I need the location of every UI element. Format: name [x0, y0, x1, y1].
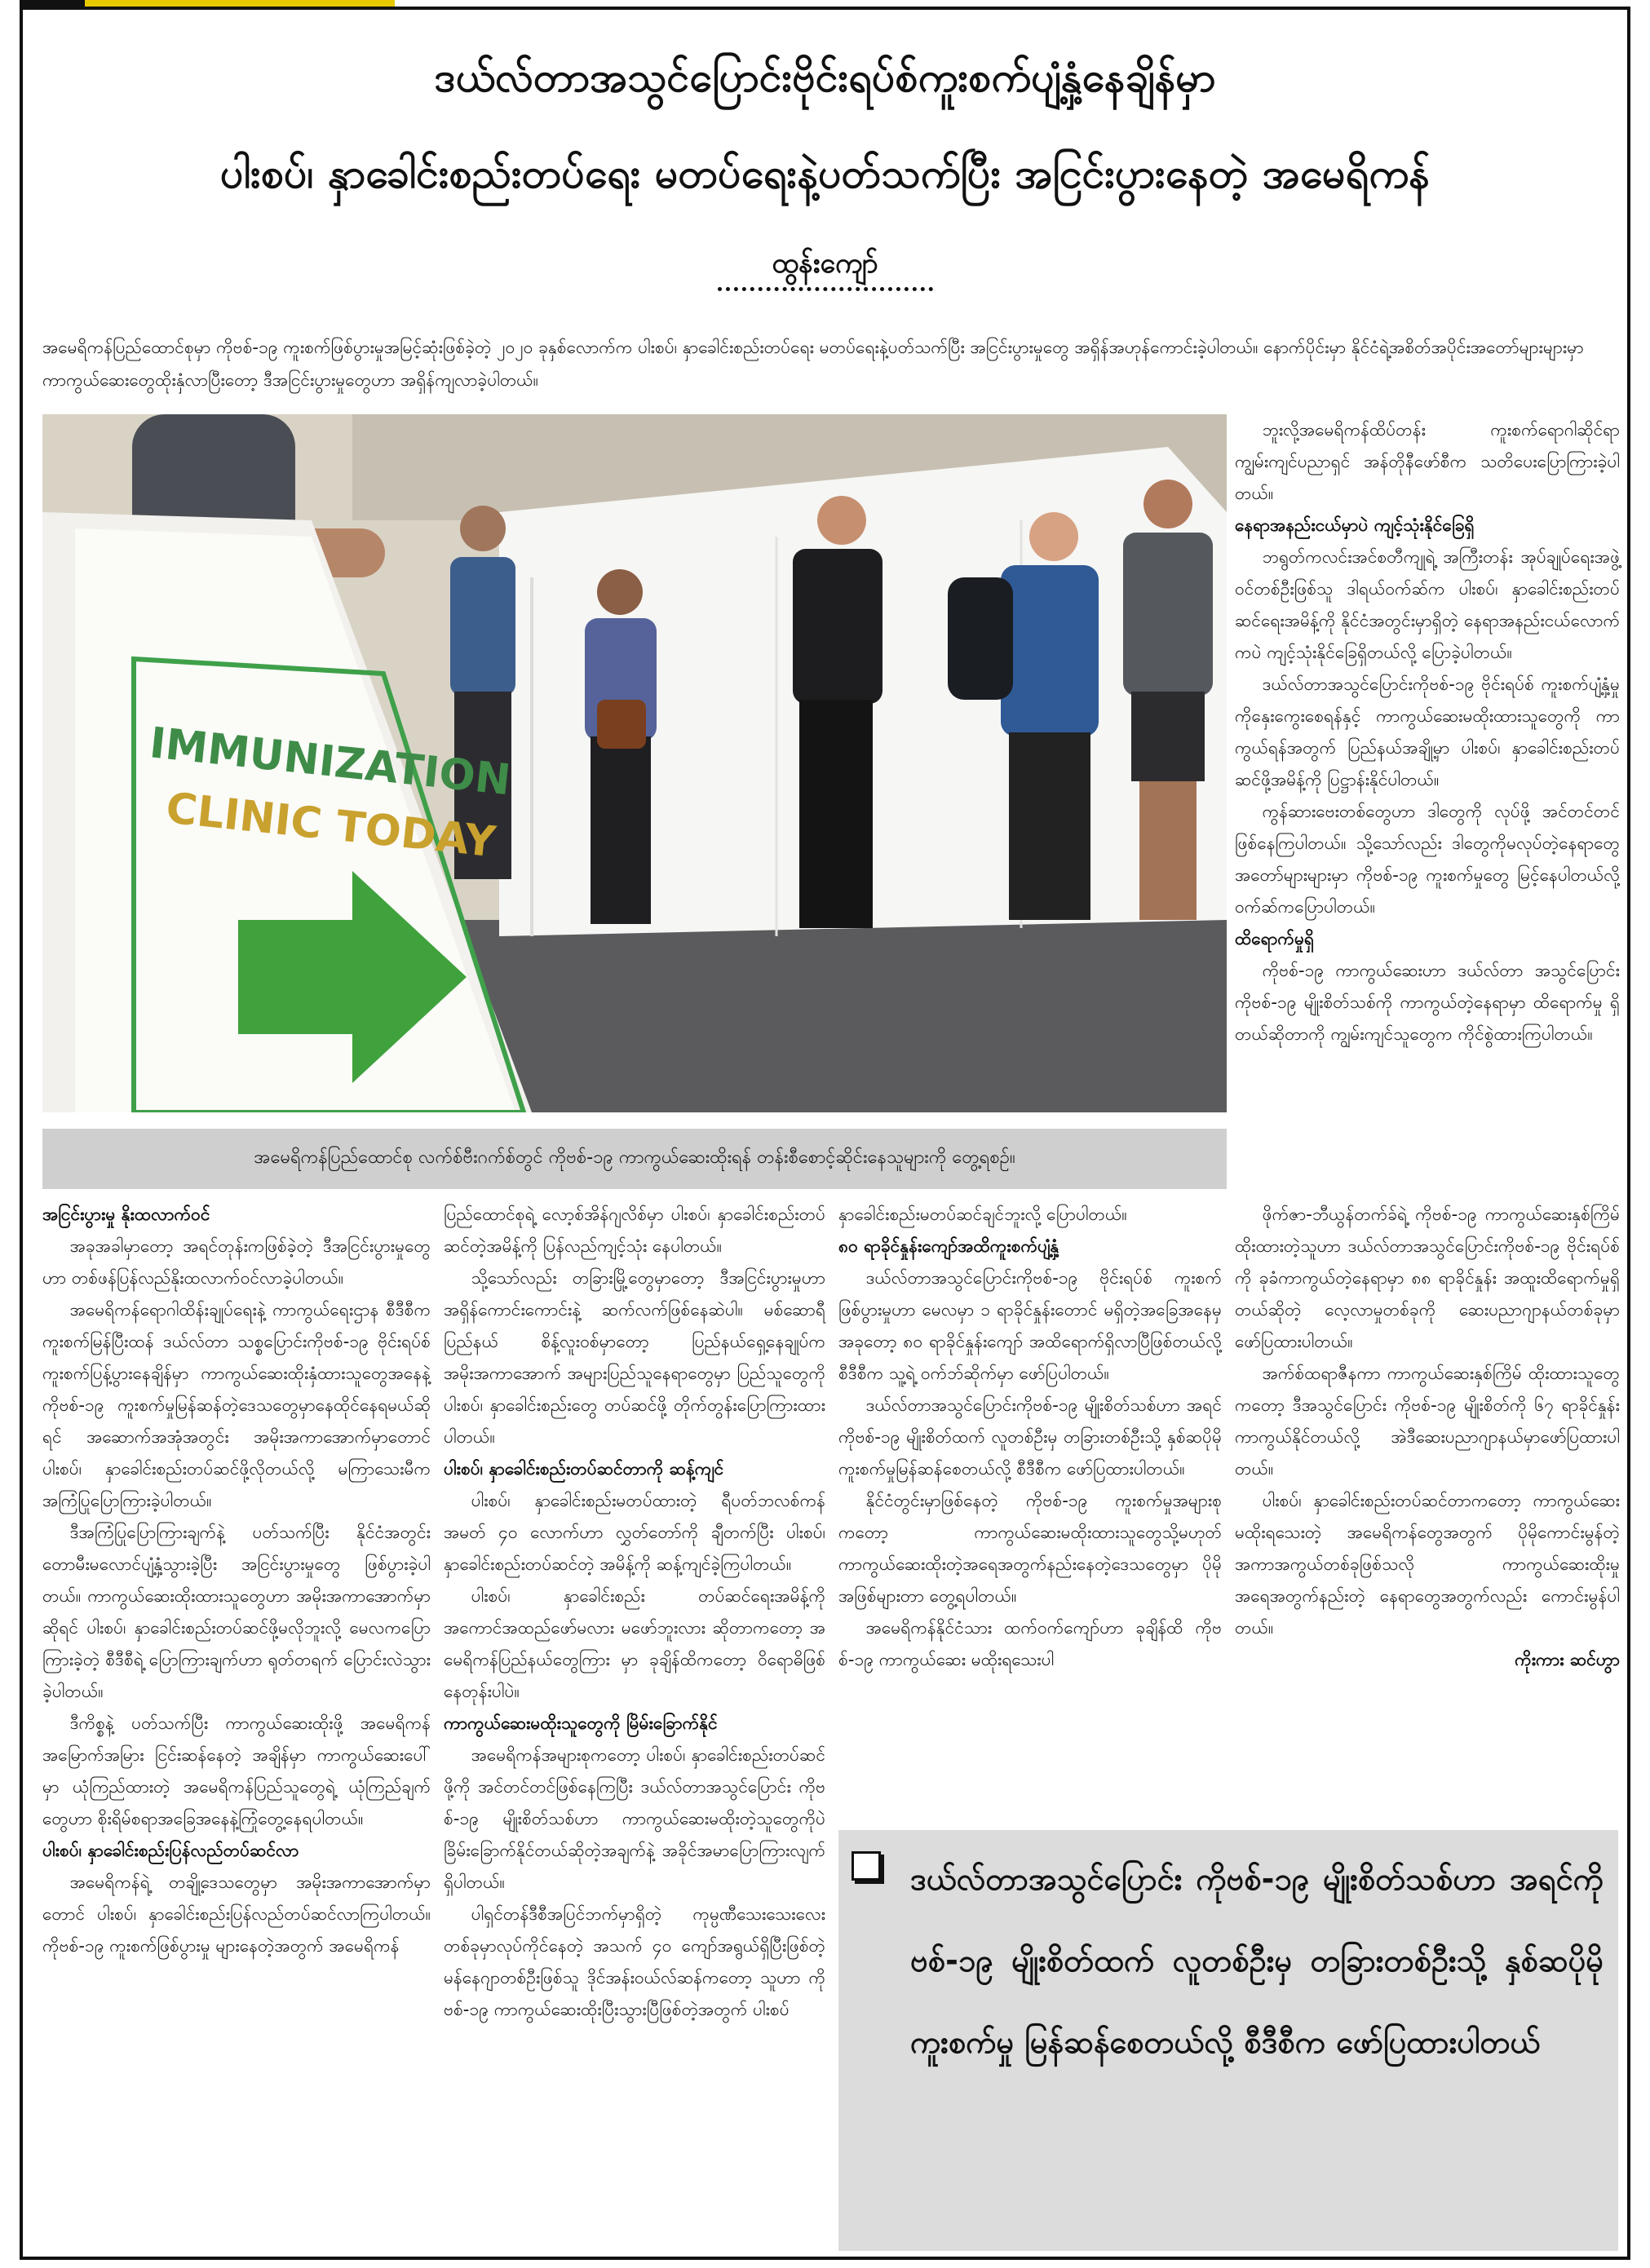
- source-credit: ကိုးကား ဆင်ဟွာ: [1515, 1650, 1620, 1669]
- paragraph: အမေရိကန်ရဲ့ တချို့ဒေသတွေမှာ အမိုးအကာအောက်မှာတောင် ပါးစပ်၊ နှာခေါင်းစည်းပြန်လည်တပ်ဆင်လာကြပါတယ်။ ကိုဗစ်-၁၉ ကူးစက်ဖြစ်ပွားမှု များနေတဲ့အတွက် အမေရိကန်: [42, 1872, 431, 1956]
- paragraph: ပါးစပ်၊ နှာခေါင်းစည်းတပ်ဆင်တာကတော့ ကာကွယ်ဆေးမထိုးရသေးတဲ့ အမေရိကန်တွေအတွက် ပိုမိုကောင်းမွန်တဲ့ အကာအကွယ်တစ်ခုဖြစ်သလို ကာကွယ်ဆေးထိုးမှုအရေအတွက်နည်းတဲ့ နေရာတွေအတွက်လည်း ကောင်းမွန်ပါတယ်။: [1235, 1491, 1620, 1638]
- paragraph: ပါရှင်တန်ဒီစီအပြင်ဘက်မှာရှိတဲ့ ကုမ္ပဏီသေးသေးလေးတစ်ခုမှာလုပ်ကိုင်နေတဲ့ အသက် ၄၀ ကျော်အရွယ်ရှိပြီးဖြစ်တဲ့ မန်နေဂျာတစ်ဦးဖြစ်သူ ဒိုင်အန်းဝယ်လ်ဆန်ကတော့ သူဟာ ကိုဗစ်-၁၉ ကာကွယ်ဆေးထိုးပြီးသွားပြီဖြစ်တဲ့အတွက် ပါးစပ်: [444, 1904, 825, 2019]
- paragraph: အမေရိကန်အများစုကတော့ ပါးစပ်၊ နှာခေါင်းစည်းတပ်ဆင်ဖို့ကို အင်တင်တင်ဖြစ်နေကြပြီး ဒယ်လ်တာအသွင်ပြောင်း ကိုဗစ်-၁၉ မျိုးစိတ်သစ်ဟာ ကာကွယ်ဆေးမထိုးတဲ့သူတွေကိုပဲ ခြိမ်းခြောက်နိုင်တယ်ဆိုတဲ့အချက်နဲ့ အခိုင်အမာပြောကြားလျက်ရှိပါတယ်။: [444, 1745, 825, 1892]
- paragraph: ဘူးလို့အမေရိကန်ထိပ်တန်း ကူးစက်ရောဂါဆိုင်ရာ ကျွမ်းကျင်ပညာရှင် အန်တိုနီဖော်စီက သတိပေးပြောကြားခဲ့ပါတယ်။: [1235, 420, 1620, 503]
- paragraph: အခုအခါမှာတော့ အရင်တုန်းကဖြစ်ခဲ့တဲ့ ဒီအငြင်းပွားမှုတွေဟာ တစ်ဖန်ပြန်လည်နိုးထလာက်ဝင်လာခဲ့ပါတယ်။: [42, 1236, 431, 1288]
- paragraph: ပါးစပ်၊ နှာခေါင်းစည်း တပ်ဆင်ရေးအမိန့်ကို အကောင်အထည်ဖော်မလား မဖော်ဘူးလား ဆိုတာကတော့ အမေရိကန်ပြည်နယ်တွေကြား မှာ ခုချိန်ထိကတော့ ဝိရောဓိဖြစ်နေတုန်းပါပဲ။: [444, 1586, 825, 1701]
- headline-line-2: ပါးစပ်၊ နှာခေါင်းစည်းတပ်ရေး မတပ်ရေးနဲ့ပတ်သက်ပြီး အငြင်းပွားနေတဲ့ အမေရိကန်: [219, 150, 1431, 197]
- paragraph: ဖိုက်ဇာ-ဘီယွန်တက်ခ်ရဲ့ ကိုဗစ်-၁၉ ကာကွယ်ဆေးနှစ်ကြိမ် ထိုးထားတဲ့သူဟာ ဒယ်လ်တာအသွင်ပြောင်းကိုဗစ်-၁၉ ဗိုင်းရပ်စ်ကို ခုခံကာကွယ်တဲ့နေရာမှာ ၈၈ ရာခိုင်နှုန်း အထူးထိရောက်မှုရှိတယ်ဆိုတဲ့ လေ့လာမှုတစ်ခုကို ဆေးပညာဂျာနယ်တစ်ခုမှာ ဖော်ပြထားပါတယ်။: [1235, 1205, 1620, 1351]
- paragraph: ဘရွတ်ကလင်းအင်စတီကျုရဲ့ အကြီးတန်း အုပ်ချုပ်ရေးအဖွဲ့ဝင်တစ်ဦးဖြစ်သူ ဒါရယ်ဝက်ဆ်က ပါးစပ်၊ နှာခေါင်းစည်းတပ်ဆင်ရေးအမိန့်ကို နိုင်ငံအတွင်းမှာရှိတဲ့ နေရာအနည်းငယ်လောက်ကပဲ ကျင့်သုံးနိုင်ခြေရှိတယ်လို့ ပြောခဲ့ပါတယ်။: [1235, 547, 1620, 662]
- sign-text-line-2: CLINIC TODAY: [163, 784, 498, 868]
- column-3: [838, 1199, 1222, 1676]
- header-accent-strip: [85, 0, 395, 7]
- paragraph: အက်စ်ထရာဇီနကာ ကာကွယ်ဆေးနှစ်ကြိမ် ထိုးထားသူတွေကတော့ ဒီအသွင်ပြောင်း ကိုဗစ်-၁၉ မျိုးစိတ်ကို ၆၇ ရာခိုင်နှုန်းကာကွယ်နိုင်တယ်လို့ အဲဒီဆေးပညာဂျာနယ်မှာဖော်ပြထားပါတယ်။: [1235, 1364, 1620, 1479]
- paragraph: ဒယ်လ်တာအသွင်ပြောင်းကိုဗစ်-၁၉ ဗိုင်းရပ်စ် ကူးစက်ပျံ့နှံ့မှုကိုနှေးကွေးစေရန်နှင့် ကာကွယ်ဆေးမထိုးထားသူတွေကို ကာကွယ်ရန်အတွက် ပြည်နယ်အချို့မှာ ပါးစပ်၊ နှာခေါင်းစည်းတပ်ဆင်ဖို့အမိန့်ကို ပြဋ္ဌာန်းနိုင်ပါတယ်။: [1235, 674, 1620, 789]
- byline-divider: [718, 287, 933, 291]
- paragraph: ပါးစပ်၊ နှာခေါင်းစည်းမတပ်ထားတဲ့ ရီပတ်ဘလစ်ကန်အမတ် ၄၀ လောက်ဟာ လွှတ်တော်ကို ချီတက်ပြီး ပါးစပ်၊ နှာခေါင်းစည်းတပ်ဆင်တဲ့ အမိန့်ကို ဆန့်ကျင်ခဲ့ကြပါတယ်။: [444, 1491, 825, 1574]
- paragraph: သို့သော်လည်း တခြားမြို့တွေမှာတော့ ဒီအငြင်းပွားမှုဟာ အရှိန်ကောင်းကောင်းနဲ့ ဆက်လက်ဖြစ်နေဆဲပါ။ မစ်ဆောရီပြည်နယ် စိန့်လူးဝစ်မှာတော့ ပြည်နယ်ရှေ့နေချုပ်က အမိုးအကာအောက် အများပြည်သူနေရာတွေမှာ ပြည်သူတွေကို ပါးစပ်၊ နှာခေါင်းစည်းတွေ တပ်ဆင်ဖို့ တိုက်တွန်းပြောကြားထားပါတယ်။: [444, 1268, 825, 1447]
- paragraph: ဒီအကြံပြုပြောကြားချက်နဲ့ ပတ်သက်ပြီး နိုင်ငံအတွင်း တောမီးမလောင်ပျံ့နှံ့သွားခဲ့ပြီး အငြင်းပွားမှုတွေ ဖြစ်ပွားခဲ့ပါတယ်။ ကာကွယ်ဆေးထိုးထားသူတွေဟာ အမိုးအကာအောက်မှာဆိုရင် ပါးစပ်၊ နှာခေါင်းစည်းတပ်ဆင်ဖို့မလိုဘူးလို့ မေလကပြောကြားခဲ့တဲ့ စီဒီစီရဲ့ ပြောကြားချက်ဟာ ရုတ်တရက် ပြောင်းလဲသွားခဲ့ပါတယ်။: [42, 1523, 431, 1701]
- subheading: ပါးစပ်၊ နှာခေါင်းစည်းပြန်လည်တပ်ဆင်လာ: [42, 1841, 299, 1860]
- sign-text-line-1: IMMUNIZATION: [147, 718, 513, 806]
- subheading: နေရာအနည်းငယ်မှာပဲ ကျင့်သုံးနိုင်ခြေရှိ: [1235, 515, 1475, 535]
- column-2: [444, 1199, 825, 2026]
- subheading: အငြင်းပွားမှု နိုးထလာက်ဝင်: [42, 1205, 210, 1224]
- article-photo-illustration: [42, 414, 1227, 1112]
- paragraph: ဒယ်လ်တာအသွင်ပြောင်းကိုဗစ်-၁၉ မျိုးစိတ်သစ်ဟာ အရင်ကိုဗစ်-၁၉ မျိုးစိတ်ထက် လူတစ်ဦးမှ တခြားတစ်ဦးသို့ နှစ်ဆပိုမို ကူးစက်မှုမြန်ဆန်စေတယ်လို့ စီဒီစီက ဖော်ပြထားပါတယ်။: [838, 1395, 1222, 1479]
- paragraph: အမေရိကန်နိုင်ငံသား ထက်ဝက်ကျော်ဟာ ခုချိန်ထိ ကိုဗစ်-၁၉ ကာကွယ်ဆေး မထိုးရသေးပါ: [838, 1618, 1222, 1669]
- checkbox-icon: [852, 1851, 881, 1881]
- headline-line-1: ဒယ်လ်တာအသွင်ပြောင်းဗိုင်းရပ်စ်ကူးစက်ပျံ့နှံ့နေချိန်မှာ: [434, 54, 1216, 101]
- paragraph: နိုင်ငံတွင်းမှာဖြစ်နေတဲ့ ကိုဗစ်-၁၉ ကူးစက်မှုအများစုကတော့ ကာကွယ်ဆေးမထိုးထားသူတွေသို့မဟုတ် ကာကွယ်ဆေးထိုးတဲ့အရေအတွက်နည်းနေတဲ့ဒေသတွေမှာ ပိုမိုအဖြစ်များတာ တွေ့ရပါတယ်။: [838, 1491, 1222, 1606]
- article-photo: [42, 414, 1227, 1112]
- subheading: ၈၀ ရာခိုင်နှုန်းကျော်အထိကူးစက်ပျံ့နှံ့: [838, 1236, 1059, 1256]
- column-4: [1235, 1199, 1620, 1676]
- byline: ထွန်းကျော်: [772, 247, 878, 280]
- intro-paragraph: အမေရိကန်ပြည်ထောင်စုမှာ ကိုဗစ်-၁၉ ကူးစက်ဖြစ်ပွားမှုအမြင့်ဆုံးဖြစ်ခဲ့တဲ့ ၂၀၂၀ ခုနှစ်လောက်က ပါးစပ်၊ နှာခေါင်းစည်းတပ်ရေး မတပ်ရေးနဲ့ပတ်သက်ပြီး အငြင်းပွားမှုတွေ အရှိန်အဟုန်ကောင်းခဲ့ပါတယ်။ နောက်ပိုင်းမှာ နိုင်ငံရဲ့အစိတ်အပိုင်းအတော်များများမှာ ကာကွယ်ဆေးတွေထိုးနှံလာပြီးတော့ ဒီအငြင်းပွားမှုတွေဟာ အရှိန်ကျလာခဲ့ပါတယ်။: [42, 338, 1584, 390]
- paragraph: အမေရိကန်ရောဂါထိန်းချုပ်ရေးနဲ့ ကာကွယ်ရေးဌာန စီဒီစီက ကူးစက်မြန်ပြီးထန် ဒယ်လ်တာ သစ္စပြောင်းကိုဗစ်-၁၉ ဗိုင်းရပ်စ်ကူးစက်ပြန့်ပွားနေချိန်မှာ ကာကွယ်ဆေးထိုးနှံထားသူတွေအနေနဲ့ ကိုဗစ်-၁၉ ကူးစက်မှုမြန်ဆန်တဲ့ဒေသတွေမှာနေထိုင်နေရမယ်ဆိုရင် အဆောက်အအုံအတွင်း အမိုးအကာအောက်မှာတောင် ပါးစပ်၊ နှာခေါင်းစည်းတပ်ဆင်ဖို့လိုတယ်လို့ မကြာသေးမီက အကြံပြုပြောကြားခဲ့ပါတယ်။: [42, 1300, 431, 1510]
- paragraph: ပြည်ထောင်စုရဲ့ လော့စ်အိန်ဂျလိစ်မှာ ပါးစပ်၊ နှာခေါင်းစည်းတပ်ဆင်တဲ့အမိန့်ကို ပြန်လည်ကျင့်သုံး နေပါတယ်။: [444, 1205, 825, 1256]
- paragraph: ဒီကိစ္စနဲ့ ပတ်သက်ပြီး ကာကွယ်ဆေးထိုးဖို့ အမေရိကန်အမြောက်အမြား ငြင်းဆန်နေတဲ့ အချိန်မှာ ကာကွယ်ဆေးပေါ်မှာ ယုံကြည်ထားတဲ့ အမေရိကန်ပြည်သူတွေရဲ့ ယုံကြည်ချက်တွေဟာ စိုးရိမ်စရာအခြေအနေနဲ့ကြုံတွေ့နေရပါတယ်။: [42, 1713, 431, 1828]
- subheading: ကာကွယ်ဆေးမထိုးသူတွေကို မြိမ်းခြောက်နိုင်: [444, 1713, 718, 1733]
- photo-caption: အမေရိကန်ပြည်ထောင်စု လက်စ်ဗီးဂက်စ်တွင် ကိုဗစ်-၁၉ ကာကွယ်ဆေးထိုးရန် တန်းစီစောင့်ဆိုင်းနေသူများကို တွေ့ရစဉ်။: [254, 1147, 1015, 1168]
- paragraph: နှာခေါင်းစည်းမတပ်ဆင်ချင်ဘူးလို့ ပြောပါတယ်။: [838, 1205, 1127, 1224]
- subheading: ပါးစပ်၊ နှာခေါင်းစည်းတပ်ဆင်တာကို ဆန့်ကျင်: [444, 1459, 724, 1479]
- pullquote-text: ဒယ်လ်တာအသွင်ပြောင်း ကိုဗစ်-၁၉ မျိုးစိတ်သစ်ဟာ အရင်ကိုဗစ်-၁၉ မျိုးစိတ်ထက် လူတစ်ဦးမှ တခြားတစ်ဦးသို့ နှစ်ဆပိုမို ကူးစက်မှု မြန်ဆန်စေတယ်လို့ စီဒီစီက ဖော်ပြထားပါတယ်: [910, 1861, 1604, 2060]
- column-1: [42, 1199, 431, 1962]
- person-silhouette-2: [585, 569, 657, 924]
- person-silhouette-3: [793, 496, 883, 928]
- paragraph: ဒယ်လ်တာအသွင်ပြောင်းကိုဗစ်-၁၉ ဗိုင်းရပ်စ် ကူးစက်ဖြစ်ပွားမှုဟာ မေလမှာ ၁ ရာခိုင်နှုန်းတောင် မရှိတဲ့အခြေအနေမှ အခုတော့ ၈၀ ရာခိုင်နှုန်းကျော် အထိရောက်ရှိလာပြီဖြစ်တယ်လို့ စီဒီစီက သူ့ရဲ့ ဝက်ဘ်ဆိုက်မှာ ဖော်ပြပါတယ်။: [838, 1268, 1222, 1383]
- column-right-upper: [1235, 414, 1620, 1050]
- subheading: ထိရောက်မှုရှိ: [1235, 929, 1315, 948]
- paragraph: ကွန်ဆားဗေးတစ်တွေဟာ ဒါတွေကို လုပ်ဖို့ အင်တင်တင်ဖြစ်နေကြပါတယ်။ သို့သော်လည်း ဒါတွေကိုမလုပ်တဲ့နေရာတွေ အတော်များများမှာ ကိုဗစ်-၁၉ ကူးစက်မှုတွေ မြင့်နေပါတယ်လို့ ဝက်ဆ်ကပြောပါတယ်။: [1235, 802, 1620, 917]
- paragraph: ကိုဗစ်-၁၉ ကာကွယ်ဆေးဟာ ဒယ်လ်တာ အသွင်ပြောင်း ကိုဗစ်-၁၉ မျိုးစိတ်သစ်ကို ကာကွယ်တဲ့နေရာမှာ ထိရောက်မှု ရှိတယ်ဆိုတာကို ကျွမ်းကျင်သူတွေက ကိုင်စွဲထားကြပါတယ်။: [1235, 961, 1620, 1044]
